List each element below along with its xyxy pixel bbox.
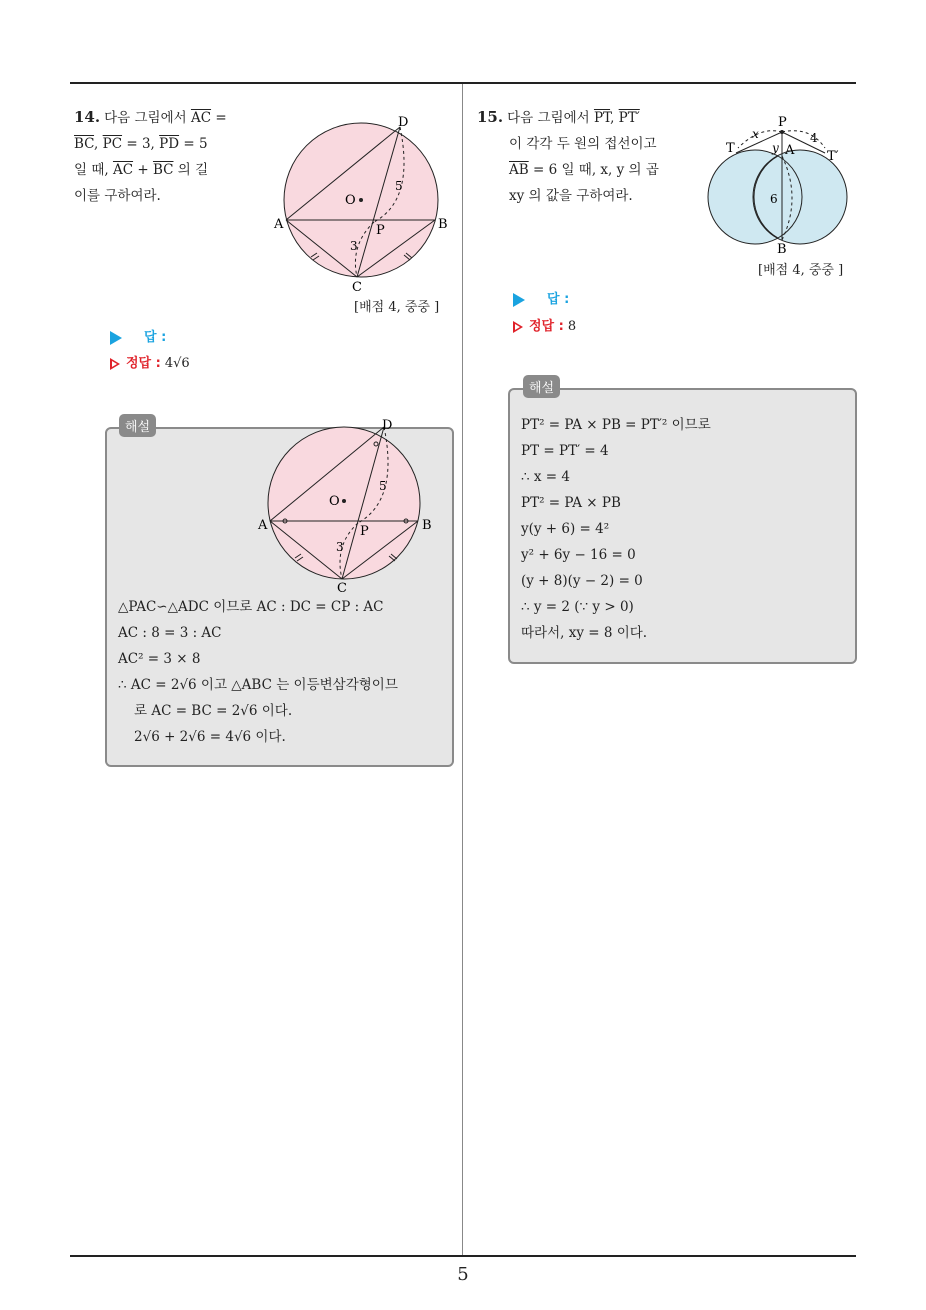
solution-line: 따라서, xy = 8 이다. [521,625,648,641]
problem-15-score: [배점 4, 중중 ] [758,263,844,278]
problem-15-answer: 답 : [513,288,569,307]
solution-line: y² + 6y − 16 = 0 [521,547,636,563]
solution-line: (y + 8)(y − 2) = 0 [521,573,643,589]
solution-line: AC : 8 = 3 : AC [118,625,222,641]
svg-text:C: C [352,280,362,295]
solution-line: 로 AC = BC = 2√6 이다. [134,703,293,719]
svg-text:5: 5 [379,479,387,493]
svg-text:T′: T′ [827,149,839,164]
solution-line: ∴ y = 2 (∵ y > 0) [521,599,634,615]
problem-14-score: [배점 4, 중중 ] [354,300,440,315]
solution-line: y(y + 6) = 4² [521,521,610,537]
problem-14-number: 14. [74,108,101,126]
outline-play-icon [110,358,120,370]
svg-text:A: A [258,518,268,533]
problem-15-solution [521,412,851,646]
solution-line: PT² = PA × PB [521,495,621,511]
svg-text:4: 4 [810,131,818,145]
svg-text:P: P [778,115,787,130]
svg-text:y: y [772,141,779,155]
problem-14-correct-answer: 정답 : 4√6 [110,352,190,371]
svg-text:B: B [777,242,787,257]
solution-line: AC² = 3 × 8 [118,651,201,667]
svg-text:5: 5 [395,179,403,193]
problem-14-solution-figure [256,415,446,595]
svg-text:A: A [785,143,795,158]
svg-text:O: O [345,193,356,208]
solution-line: PT = PT′ = 4 [521,443,609,459]
problem-15-figure [700,108,860,258]
play-icon [110,331,122,345]
svg-text:P: P [376,223,385,238]
svg-text:3: 3 [350,239,358,253]
solution-line: △PAC∽△ADC 이므로 AC : DC = CP : AC [118,599,384,615]
problem-15-text: 15. 다음 그림에서 $\overline{PT}$, PT′ 이 각각 두 원의 접선이고 $\overline{AB} = 6$ 일 때, x, y 의 곱 xy 의 값을 구하여라. [477,108,659,204]
solution-line: 2√6 + 2√6 = 4√6 이다. [134,729,286,745]
top-rule [70,82,856,84]
play-icon [513,293,525,307]
svg-text:B: B [422,518,432,533]
svg-text:A: A [274,217,284,232]
svg-text:P: P [360,524,369,539]
solution-line: ∴ AC = 2√6 이고 △ABC 는 이등변삼각형이므 [118,677,398,693]
svg-text:C: C [337,581,347,595]
problem-14-text: 14. 다음 그림에서 $\overline{AC}$ = $\overline{BC}$, $\overline{PC} = 3$, $\overline{PD} = 5$ 일 때, $\overline{AC} + \overline{BC}$ 의 길 이를 구하여라. [74,108,227,204]
outline-play-icon [513,321,523,333]
problem-15-solution-badge: 해설 [523,375,560,398]
page-number: 5 [457,1264,469,1285]
svg-text:D: D [382,418,393,433]
problem-15-number: 15. [477,108,504,126]
svg-text:x: x [752,127,759,141]
svg-text:T: T [726,141,735,156]
svg-text:D: D [398,115,409,130]
svg-text:B: B [438,217,448,232]
solution-line: PT² = PA × PB = PT′² 이므로 [521,417,711,433]
problem-14-solution [118,594,448,750]
problem-14-figure [270,110,460,295]
column-divider [462,84,463,1256]
problem-14-solution-badge: 해설 [119,414,156,437]
svg-text:O: O [329,494,340,509]
svg-text:6: 6 [770,192,778,206]
svg-text:3: 3 [336,540,344,554]
problem-14-answer: 답 : [110,326,166,345]
solution-line: ∴ x = 4 [521,469,570,485]
bottom-rule [70,1255,856,1257]
problem-15-correct-answer: 정답 : 8 [513,315,576,334]
